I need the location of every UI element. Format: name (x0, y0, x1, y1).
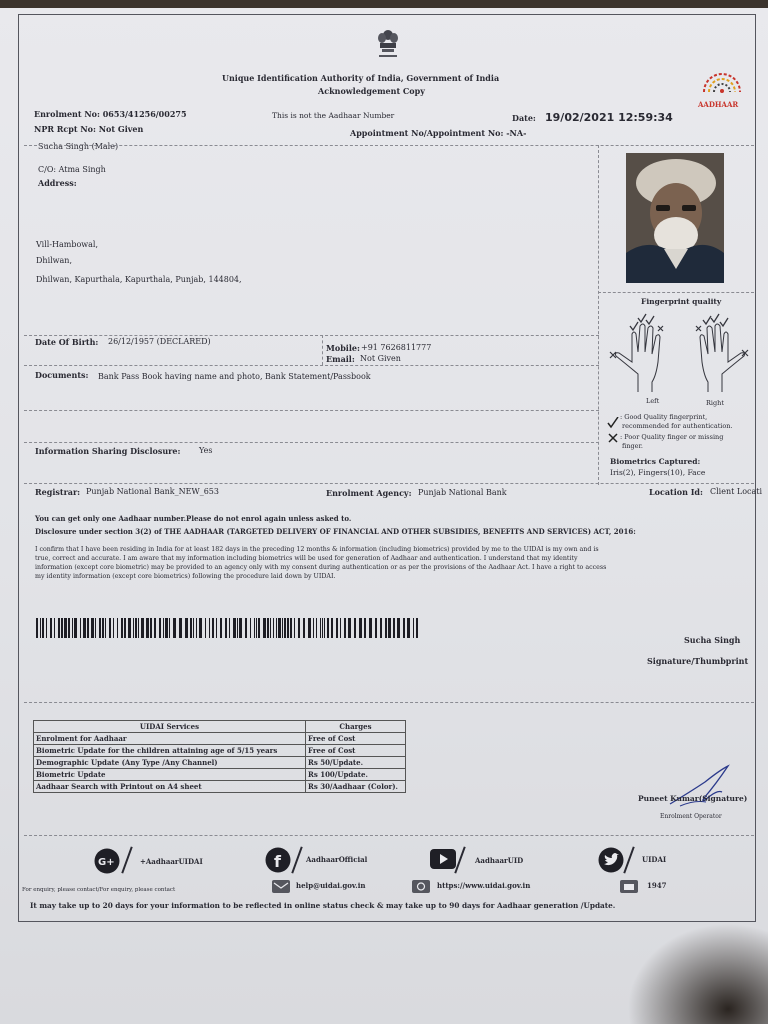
service-name: Biometric Update for the children attaining age of 5/15 years (34, 745, 306, 757)
table-row (34, 769, 406, 781)
divider (24, 145, 754, 146)
care-of: C/O: Atma Singh (38, 165, 106, 174)
left-hand-label: Left (646, 397, 660, 405)
info-sharing-label: Information Sharing Disclosure: (35, 446, 181, 456)
gplus-handle: +AadhaarUIDAI (140, 857, 203, 866)
helpline-number: 1947 (647, 881, 667, 890)
documents-label: Documents: (35, 370, 89, 380)
registrar-label: Registrar: (35, 487, 81, 497)
divider (24, 702, 754, 703)
agency-label: Enrolment Agency: (326, 488, 412, 498)
location-label: Location Id: (649, 487, 703, 497)
resident-photo (626, 153, 724, 283)
svg-text:f: f (274, 852, 281, 871)
website-icon (412, 880, 430, 893)
email-icon (272, 880, 290, 893)
corner-shadow (628, 924, 768, 1024)
disclosure-para-2: true, correct and accurate. I am aware that my information including biometrics will be used for generation of Aadhaar and authentication. I understand that my identity (35, 555, 578, 562)
service-charge: Free of Cost (306, 733, 406, 745)
disclosure-para-3: information (except core biometric) may be provided to an agency only with my consent during authentication or as per the provisions of the Aadhaar Act. I have a right to access (35, 564, 607, 571)
google-plus-icon (94, 848, 120, 874)
registrar-value: Punjab National Bank_NEW_653 (86, 487, 219, 496)
aadhaar-logo-icon (694, 66, 750, 100)
service-charge: Rs 100/Update. (306, 769, 406, 781)
charges-column-header: Charges (306, 721, 406, 733)
email-label: Email: (326, 354, 355, 364)
service-name: Aadhaar Search with Printout on A4 sheet (34, 781, 306, 793)
date-value: 19/02/2021 12:59:34 (545, 111, 673, 124)
appointment-number: Appointment No/Appointment No: -NA- (350, 128, 527, 138)
service-name: Biometric Update (34, 769, 306, 781)
date-label: Date: (512, 113, 536, 123)
npr-receipt: NPR Rcpt No: Not Given (34, 124, 144, 134)
resident-signature-name: Sucha Singh (684, 635, 741, 645)
divider (24, 442, 599, 443)
disclosure-heading: Disclosure under section 3(2) of THE AADHAAR (TARGETED DELIVERY OF FINANCIAL AND OTHER SUBSIDIES, BENEFITS AND SERVICES) ACT, 2016: (35, 527, 636, 536)
documents-value: Bank Pass Book having name and photo, Bank Statement/Passbook (98, 372, 371, 381)
biometrics-captured-value: Iris(2), Fingers(10), Face (610, 468, 706, 477)
good-quality-check-icon (607, 417, 619, 429)
enrolment-barcode (36, 618, 422, 638)
biometrics-captured-label: Biometrics Captured: (610, 457, 701, 466)
good-legend-line-1: : Good Quality fingerprint, (620, 413, 708, 421)
signature-label: Signature/Thumbprint (647, 656, 749, 666)
not-aadhaar-note: This is not the Aadhaar Number (272, 111, 395, 120)
address-line-2: Dhilwan, (36, 256, 72, 265)
divider (24, 835, 754, 836)
facebook-handle: AadhaarOfficial (306, 855, 368, 864)
right-hand-label: Right (706, 399, 724, 407)
service-charge: Rs 30/Aadhaar (Color). (306, 781, 406, 793)
dob-label: Date Of Birth: (35, 337, 99, 347)
disclosure-para-4: my identity information (except core biometrics) following the procedure laid down by UIDAI. (35, 573, 336, 580)
info-sharing-value: Yes (199, 446, 213, 455)
resident-name: Sucha Singh (Male) (38, 142, 119, 151)
divider (24, 410, 599, 411)
footer-note: It may take up to 20 days for your information to be reflected in online status check & may take up to 90 days for Aadhaar generation /Update. (30, 901, 616, 910)
dob-value: 26/12/1957 (DECLARED) (108, 337, 211, 346)
doc-type: Acknowledgement Copy (318, 86, 425, 96)
divider (598, 145, 599, 485)
services-column-header: UIDAI Services (34, 721, 306, 733)
poor-quality-cross-icon (607, 432, 619, 444)
service-name: Enrolment for Aadhaar (34, 733, 306, 745)
table-row (34, 733, 406, 745)
service-charge: Free of Cost (306, 745, 406, 757)
operator-signature-scribble (660, 762, 740, 812)
national-emblem-icon (376, 28, 400, 64)
agency-value: Punjab National Bank (418, 488, 507, 497)
address-label: Address: (38, 178, 77, 188)
location-value: Client Locati (710, 487, 763, 496)
divider (322, 335, 323, 365)
email-value: Not Given (360, 354, 401, 363)
divider (24, 365, 599, 366)
address-line-1: Vill-Hambowal, (36, 240, 99, 249)
table-header-row (34, 721, 406, 733)
table-row (34, 757, 406, 769)
poor-legend-line-1: : Poor Quality finger or missing (620, 433, 724, 441)
authority-title: Unique Identification Authority of India, Government of India (222, 73, 500, 83)
service-charge: Rs 50/Update. (306, 757, 406, 769)
divider (598, 292, 754, 293)
twitter-icon (598, 847, 624, 873)
table-row (34, 781, 406, 793)
table-row (34, 745, 406, 757)
mobile-label: Mobile: (326, 343, 360, 353)
aadhaar-logo-text: AADHAAR (698, 100, 739, 109)
divider (24, 335, 599, 336)
svg-text:G+: G+ (98, 857, 115, 868)
poor-legend-line-2: finger. (622, 442, 643, 450)
service-name: Demographic Update (Any Type /Any Channel) (34, 757, 306, 769)
facebook-icon (265, 847, 291, 873)
help-email[interactable]: help@uidai.gov.in (296, 881, 366, 890)
enquiry-text: For enquiry, please contact/For enquiry, please contact (22, 887, 176, 893)
youtube-handle: AadhaarUID (475, 856, 524, 865)
twitter-handle: UIDAI (642, 855, 667, 864)
good-legend-line-2: recommended for authentication. (622, 422, 733, 430)
hands-fingerprint-diagram (608, 312, 752, 398)
youtube-icon (430, 849, 456, 869)
operator-label: Enrolment Operator (660, 813, 722, 820)
one-aadhaar-warning: You can get only one Aadhaar number.Please do not enrol again unless asked to. (35, 514, 352, 523)
website-link[interactable]: https://www.uidai.gov.in (437, 881, 531, 890)
mobile-value: +91 7626811777 (361, 343, 432, 352)
address-line-3: Dhilwan, Kapurthala, Kapurthala, Punjab, 144804, (36, 275, 242, 284)
enrolment-number: Enrolment No: 0653/41256/00275 (34, 109, 187, 119)
fingerprint-title: Fingerprint quality (641, 297, 722, 306)
services-table (33, 720, 406, 793)
operator-name: Puneet Kumar(Signature) (638, 794, 748, 803)
disclosure-para-1: I confirm that I have been residing in India for at least 182 days in the preceding 12 months & information (including biometrics) provided by me to the UIDAI is my own and is (35, 546, 599, 553)
phone-icon (620, 880, 638, 893)
divider (24, 483, 754, 484)
